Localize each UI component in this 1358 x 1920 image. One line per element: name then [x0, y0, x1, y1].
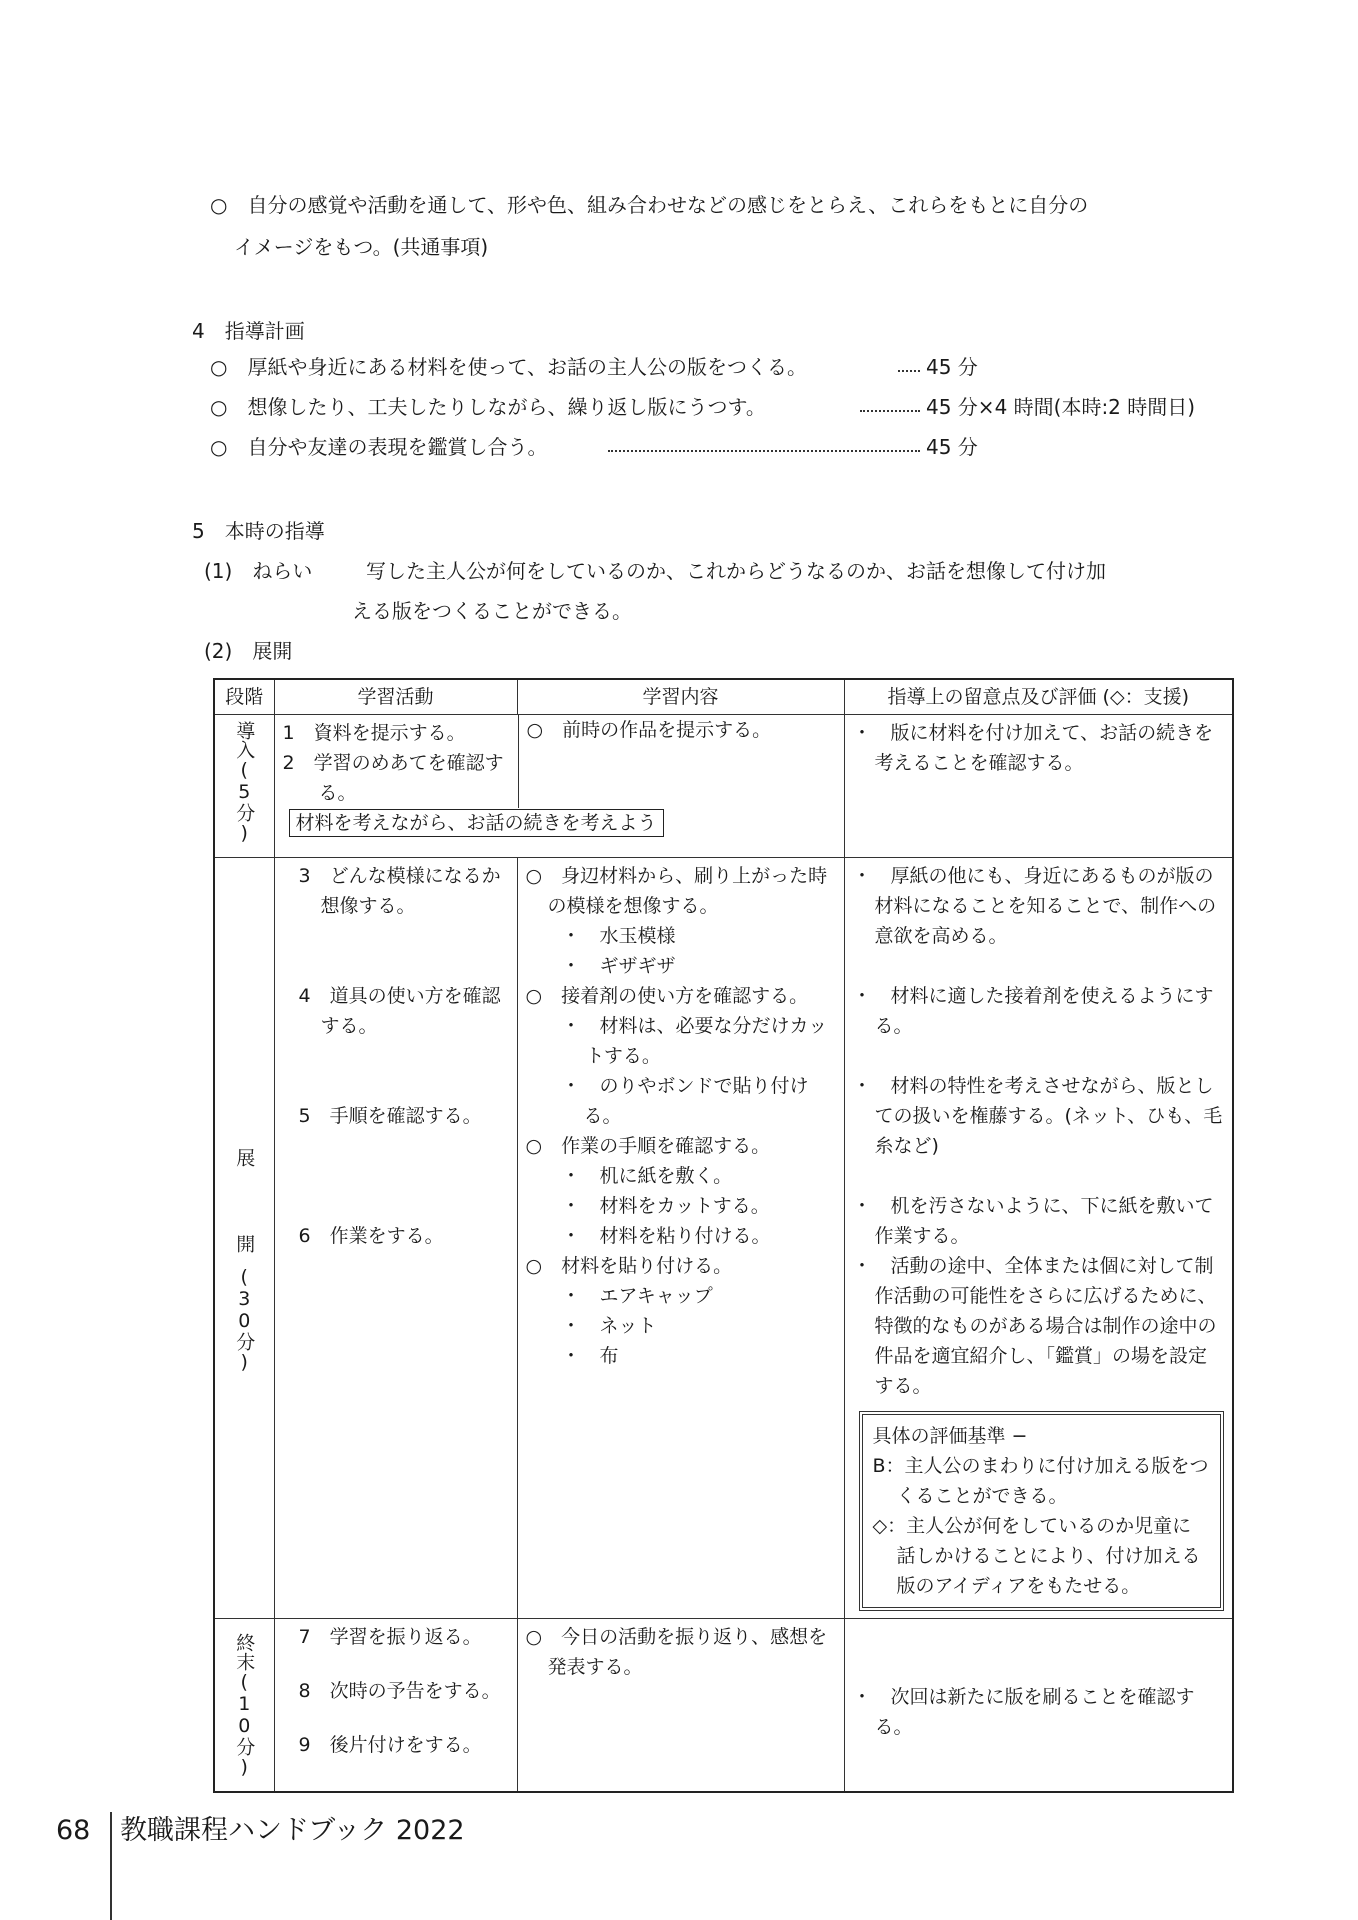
criteria-b: B：主人公のまわりに付け加える版をつくることができる。: [872, 1455, 1209, 1507]
main-note-5: ・ 材料の特性を考えさせながら、版としての扱いを権藤する。(ネット、ひも、毛糸など): [852, 1075, 1223, 1157]
plan-item-1-leader: [898, 370, 920, 372]
end-activities: [274, 1619, 517, 1793]
intro-content-1: ○ 前時の作品を提示する。: [526, 719, 772, 741]
end-content: [517, 1619, 844, 1793]
main-sub-3-1: ・ 水玉模様: [561, 925, 676, 947]
footer-divider: [110, 1812, 112, 1920]
intro-line-1: ○ 自分の感覚や活動を通して、形や色、組み合わせなどの感じをとらえ、これらをもとに自分の: [210, 193, 1089, 217]
header-stage: 段階: [214, 679, 274, 715]
stage-main-label-b: 開: [233, 1234, 256, 1253]
main-note-3: ・ 厚紙の他にも、身近にあるものが版の材料になることを知ることで、制作への意欲を高める。: [852, 865, 1217, 947]
main-sub-4-1: ・ 材料は、必要な分だけカットする。: [561, 1015, 828, 1067]
table-row-main: [214, 858, 1233, 1619]
main-content-3: ○ 身辺材料から、刷り上がった時の模様を想像する。: [525, 865, 828, 917]
main-sub-6-3: ・ 布: [561, 1345, 619, 1367]
main-sub-3-2: ・ ギザギザ: [561, 955, 676, 977]
plan-item-1-time: 45 分: [926, 355, 978, 379]
main-sub-4-2: ・ のりやボンドで貼り付ける。: [561, 1075, 809, 1127]
intro-line-2: イメージをもつ。(共通事項): [234, 235, 489, 259]
stage-end-label: 終末(10分): [233, 1633, 256, 1778]
end-content-1: ○ 今日の活動を振り返り、感想を発表する。: [525, 1626, 828, 1678]
footer-title: 教職課程ハンドブック 2022: [120, 1815, 465, 1846]
main-content-4: ○ 接着剤の使い方を確認する。: [525, 985, 809, 1007]
plan-item-1-text: ○ 厚紙や身近にある材料を使って、お話の主人公の版をつくる。: [210, 355, 808, 379]
criteria-title: 具体の評価基準 −: [872, 1425, 1028, 1447]
aim-label: (1) ねらい: [204, 559, 313, 583]
plan-item-3-time: 45 分: [926, 435, 978, 459]
end-note-1: ・ 次回は新たに版を刷ることを確認する。: [852, 1686, 1195, 1738]
intro-note-1: ・ 版に材料を付け加えて、お話の続きを考えることを確認する。: [852, 722, 1214, 774]
main-sub-5-2: ・ 材料をカットする。: [561, 1195, 770, 1217]
plan-item-3-text: ○ 自分や友達の表現を鑑賞し合う。: [210, 435, 548, 459]
stage-intro: [214, 715, 274, 858]
criteria-support: ◇：主人公が何をしているのか児童に話しかけることにより、付け加える版のアイディアをもたせる。: [872, 1515, 1201, 1597]
plan-item-3-leader: [608, 450, 920, 452]
develop-label: (2) 展開: [204, 639, 293, 663]
end-notes: [844, 1619, 1233, 1793]
stage-main: [214, 858, 274, 1619]
intro-notes: [844, 715, 1233, 858]
end-activity-8: 8 次時の予告をする。: [298, 1680, 501, 1702]
stage-end: [214, 1619, 274, 1793]
main-note-6b: ・ 活動の途中、全体または個に対して制作活動の可能性をさらに広げるために、特徴的なものがある場合は制作の途中の件品を適宜紹介し、「鑑賞」の場を設定する。: [852, 1255, 1217, 1397]
section4-heading: 4 指導計画: [192, 319, 305, 343]
lesson-plan-table: [213, 678, 1234, 1793]
main-sub-6-2: ・ ネット: [561, 1315, 657, 1337]
main-content: [517, 858, 844, 1619]
main-activity-4: 4 道具の使い方を確認する。: [298, 985, 501, 1037]
end-activity-7: 7 学習を振り返る。: [298, 1626, 482, 1648]
table-row-end: [214, 1619, 1233, 1793]
header-activity: 学習活動: [274, 679, 517, 715]
main-sub-5-3: ・ 材料を粘り付ける。: [561, 1225, 771, 1247]
evaluation-criteria-box: [859, 1411, 1225, 1611]
lesson-goal-box: 材料を考えながら、お話の続きを考えよう: [289, 809, 664, 837]
main-activity-5: 5 手順を確認する。: [298, 1105, 482, 1127]
main-note-6a: ・ 机を汚さないように、下に紙を敷いて作業する。: [852, 1195, 1214, 1247]
main-notes: [844, 858, 1233, 1619]
intro-activity-content: [274, 715, 844, 858]
page-number: 68: [56, 1815, 91, 1846]
aim-line-1: 写した主人公が何をしているのか、これからどうなるのか、お話を想像して付け加: [366, 559, 1106, 583]
stage-intro-label: 導入(5分): [233, 721, 256, 844]
main-activities: [274, 858, 517, 1619]
end-activity-9: 9 後片付けをする。: [298, 1734, 482, 1756]
main-note-4: ・ 材料に適した接着剤を使えるようにする。: [852, 985, 1214, 1037]
main-content-5: ○ 作業の手順を確認する。: [525, 1135, 771, 1157]
header-notes: 指導上の留意点及び評価 (◇：支援): [844, 679, 1233, 715]
stage-main-label-c: (30分): [233, 1266, 256, 1373]
intro-activity-2: 2 学習のめあてを確認する。: [282, 752, 504, 804]
main-sub-6-1: ・ エアキャップ: [561, 1285, 713, 1307]
main-activity-6: 6 作業をする。: [298, 1225, 444, 1247]
plan-item-2-leader: [860, 410, 920, 412]
header-content: 学習内容: [517, 679, 844, 715]
main-activity-3: 3 どんな模様になるか想像する。: [298, 865, 501, 917]
main-content-6: ○ 材料を貼り付ける。: [525, 1255, 733, 1277]
aim-line-2: える版をつくることができる。: [352, 599, 632, 623]
main-sub-5-1: ・ 机に紙を敷く。: [561, 1165, 733, 1187]
plan-item-2-text: ○ 想像したり、工夫したりしながら、繰り返し版にうつす。: [210, 395, 766, 419]
intro-activity-1: 1 資料を提示する。: [282, 722, 466, 744]
stage-main-label-a: 展: [233, 1148, 256, 1167]
table-row-intro: [214, 715, 1233, 858]
table-header-row: [214, 679, 1233, 715]
section5-heading: 5 本時の指導: [192, 519, 325, 543]
plan-item-2-time: 45 分×4 時間(本時:2 時間日): [926, 395, 1196, 419]
